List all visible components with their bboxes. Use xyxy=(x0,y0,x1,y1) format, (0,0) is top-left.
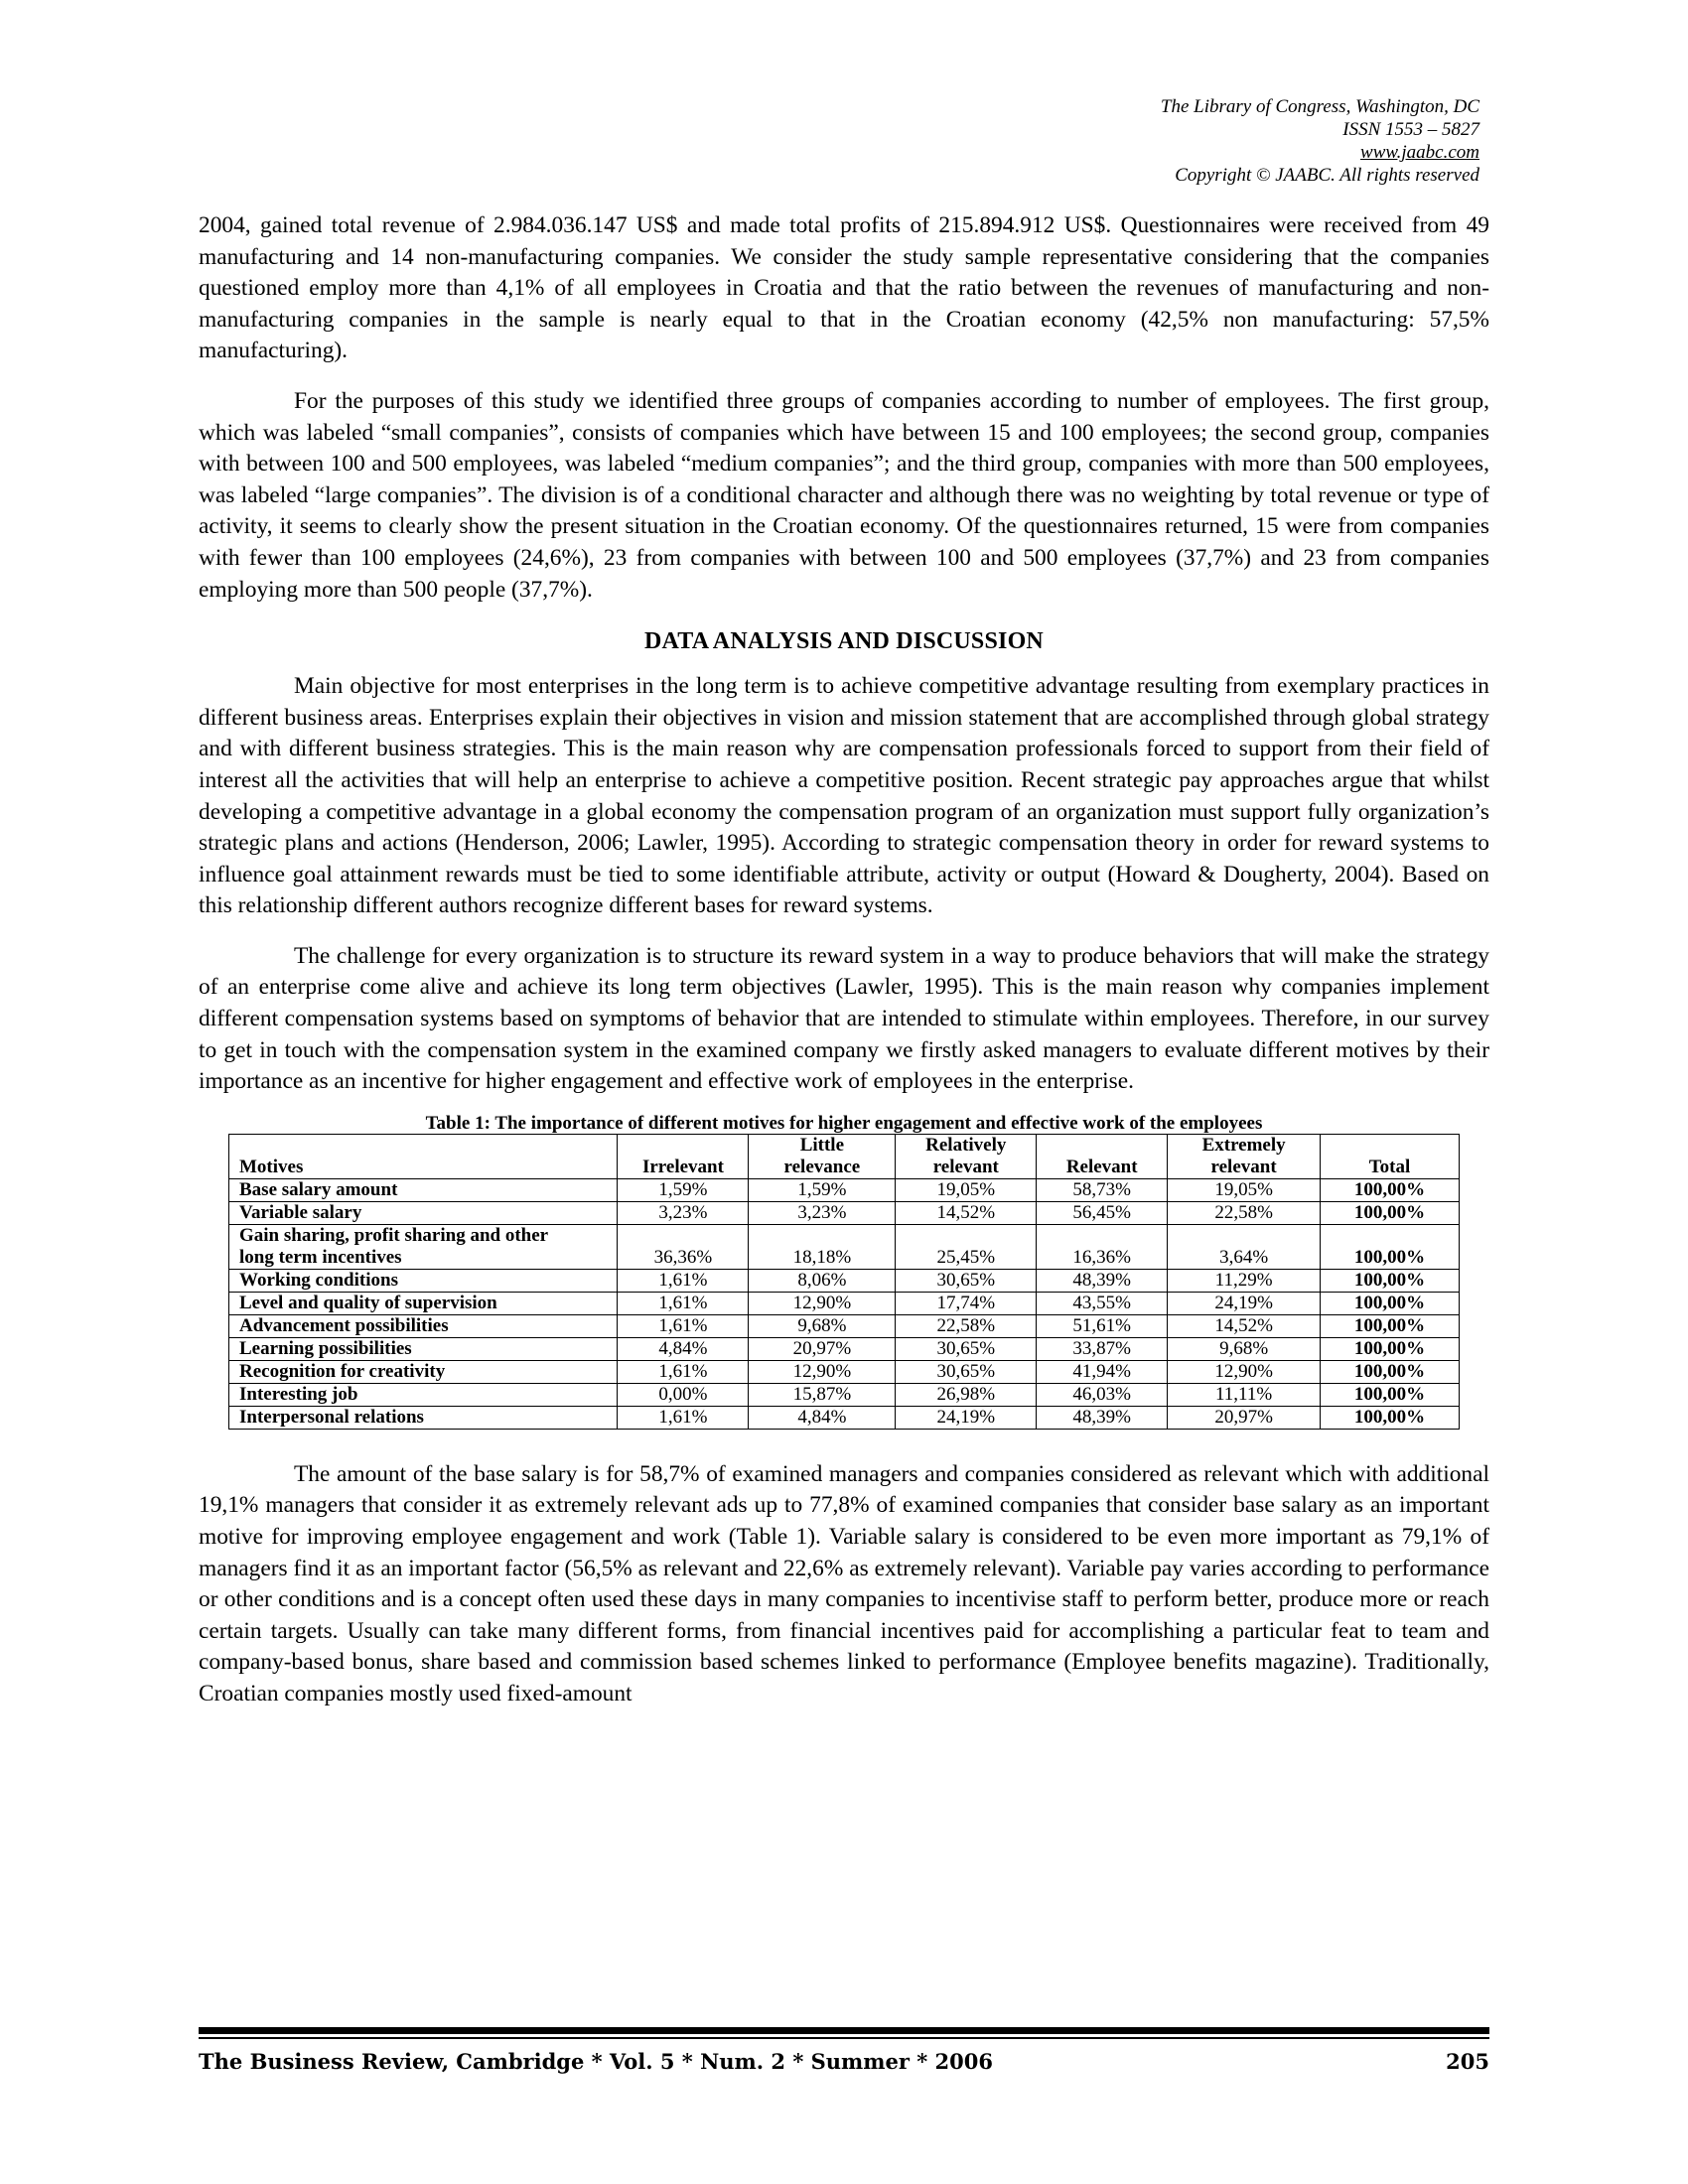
table-caption: Table 1: The importance of different motives for higher engagement and effective work of the employees xyxy=(425,1112,1263,1134)
extremely-relevant-cell: 14,52% xyxy=(1168,1314,1321,1337)
little-relevance-cell: 12,90% xyxy=(749,1292,896,1314)
motive-cell: Recognition for creativity xyxy=(229,1360,618,1383)
header-website-link[interactable]: www.jaabc.com xyxy=(1360,142,1479,163)
little-relevance-cell: 18,18% xyxy=(749,1224,896,1269)
motive-cell: Learning possibilities xyxy=(229,1337,618,1360)
little-relevance-cell: 8,06% xyxy=(749,1269,896,1292)
extremely-relevant-cell: 24,19% xyxy=(1168,1292,1321,1314)
header-library: The Library of Congress, Washington, DC xyxy=(1160,96,1479,117)
page-body xyxy=(199,210,1489,1710)
relevant-cell: 46,03% xyxy=(1037,1383,1168,1406)
table-row xyxy=(229,1201,1460,1224)
relatively-relevant-cell: 25,45% xyxy=(896,1224,1037,1269)
irrelevant-cell: 1,61% xyxy=(618,1406,749,1429)
table-row xyxy=(229,1360,1460,1383)
paragraph-company-groups: For the purposes of this study we identified three groups of companies according to number of employees. The first group, which was labeled “small companies”, consists of companies which have between 15 and 100 employees; the second group, companies with between 100 and 500 employees, was labeled “medium companies”; and the third group, companies with more than 500 employees, was labeled “large companies”. The division is of a conditional character and although there was no weighting by total revenue or type of activity, it seems to clearly show the present situation in the Croatian economy. Of the questionnaires returned, 15 were from companies with fewer than 100 employees (24,6%), 23 from companies with between 100 and 500 employees (37,7%) and 23 from companies employing more than 500 people (37,7%). xyxy=(199,387,1489,603)
little-relevance-cell: 4,84% xyxy=(749,1406,896,1429)
relevant-cell: 51,61% xyxy=(1037,1314,1168,1337)
little-relevance-cell: 20,97% xyxy=(749,1337,896,1360)
section-heading: DATA ANALYSIS AND DISCUSSION xyxy=(644,628,1044,655)
motive-cell: Interesting job xyxy=(229,1383,618,1406)
relatively-relevant-cell: 24,19% xyxy=(896,1406,1037,1429)
extremely-relevant-cell: 11,11% xyxy=(1168,1383,1321,1406)
little-relevance-cell: 3,23% xyxy=(749,1201,896,1224)
relatively-relevant-cell: 30,65% xyxy=(896,1360,1037,1383)
relevant-cell: 48,39% xyxy=(1037,1269,1168,1292)
table-row xyxy=(229,1224,1460,1269)
relatively-relevant-cell: 30,65% xyxy=(896,1269,1037,1292)
relatively-relevant-cell: 14,52% xyxy=(896,1201,1037,1224)
relatively-relevant-cell: 17,74% xyxy=(896,1292,1037,1314)
paragraph-base-salary-analysis: The amount of the base salary is for 58,7% of examined managers and companies considered as relevant which with additional 19,1% managers that consider it as extremely relevant ads up to 77,8% of examined companies that consider base salary as an important motive for improving employee engagement and work (Table 1). Variable salary is considered to be even more important as 79,1% of managers find it as an important factor (56,5% as relevant and 22,6% as extremely relevant). Variable pay varies according to performance or other conditions and is a concept often used these days in many companies to incentivise staff to perform better, produce more or reach certain targets. Usually can take many different forms, from financial incentives paid for accomplishing a particular feat to team and company-based bonus, share based and commission based schemes linked to performance (Employee benefits magazine). Traditionally, Croatian companies mostly used fixed-amount xyxy=(199,1460,1489,1706)
header-extremely-relevant: Extremely relevant xyxy=(1168,1134,1321,1178)
relevant-cell: 16,36% xyxy=(1037,1224,1168,1269)
table-row xyxy=(229,1337,1460,1360)
header-relatively-relevant: Relatively relevant xyxy=(896,1134,1037,1178)
motive-cell: Interpersonal relations xyxy=(229,1406,618,1429)
table-row xyxy=(229,1314,1460,1337)
motive-cell: Working conditions xyxy=(229,1269,618,1292)
header-relevant: Relevant xyxy=(1037,1134,1168,1178)
irrelevant-cell: 4,84% xyxy=(618,1337,749,1360)
relevant-cell: 56,45% xyxy=(1037,1201,1168,1224)
irrelevant-cell: 1,61% xyxy=(618,1314,749,1337)
table-row xyxy=(229,1292,1460,1314)
paragraph-sample-description: 2004, gained total revenue of 2.984.036.147 US$ and made total profits of 215.894.912 US$. Questionnaires were received from 49 manufacturing and 14 non-manufacturing companies. We consider the study sample representative considering that the companies questioned employ more than 4,1% of all employees in Croatia and that the ratio between the revenues of manufacturing and non-manufacturing companies in the sample is nearly equal to that in the Croatian economy (42,5% non manufacturing: 57,5% manufacturing). xyxy=(199,212,1489,364)
total-cell: 100,00% xyxy=(1321,1314,1460,1337)
motive-cell: Advancement possibilities xyxy=(229,1314,618,1337)
little-relevance-cell: 9,68% xyxy=(749,1314,896,1337)
motive-cell: Gain sharing, profit sharing and other long term incentives xyxy=(229,1224,618,1269)
page-number: 205 xyxy=(1446,2049,1489,2074)
motive-cell: Variable salary xyxy=(229,1201,618,1224)
extremely-relevant-cell: 22,58% xyxy=(1168,1201,1321,1224)
extremely-relevant-cell: 19,05% xyxy=(1168,1178,1321,1201)
little-relevance-cell: 12,90% xyxy=(749,1360,896,1383)
irrelevant-cell: 1,59% xyxy=(618,1178,749,1201)
relatively-relevant-cell: 30,65% xyxy=(896,1337,1037,1360)
motives-table xyxy=(228,1134,1460,1430)
relatively-relevant-cell: 26,98% xyxy=(896,1383,1037,1406)
total-cell: 100,00% xyxy=(1321,1269,1460,1292)
little-relevance-cell: 1,59% xyxy=(749,1178,896,1201)
relevant-cell: 58,73% xyxy=(1037,1178,1168,1201)
total-cell: 100,00% xyxy=(1321,1292,1460,1314)
header-issn: ISSN 1553 – 5827 xyxy=(1342,119,1479,140)
motive-cell: Base salary amount xyxy=(229,1178,618,1201)
footer-divider-thick xyxy=(199,2027,1489,2034)
table-row xyxy=(229,1269,1460,1292)
irrelevant-cell: 1,61% xyxy=(618,1269,749,1292)
total-cell: 100,00% xyxy=(1321,1383,1460,1406)
header-total: Total xyxy=(1321,1134,1460,1178)
irrelevant-cell: 1,61% xyxy=(618,1292,749,1314)
total-cell: 100,00% xyxy=(1321,1360,1460,1383)
total-cell: 100,00% xyxy=(1321,1224,1460,1269)
total-cell: 100,00% xyxy=(1321,1178,1460,1201)
little-relevance-cell: 15,87% xyxy=(749,1383,896,1406)
table-row xyxy=(229,1383,1460,1406)
table-row xyxy=(229,1178,1460,1201)
paragraph-main-objective: Main objective for most enterprises in the long term is to achieve competitive advantage resulting from exemplary practices in different business areas. Enterprises explain their objectives in vision and mission statement that are accomplished through global strategy and with different business strategies. This is the main reason why are compensation professionals forced to support from their field of interest all the activities that will help an enterprise to achieve a competitive position. Recent strategic pay approaches argue that whilst developing a competitive advantage in a global economy the compensation program of an organization must support fully organization’s strategic plans and actions (Henderson, 2006; Lawler, 1995). According to strategic compensation theory in order for reward systems to influence goal attainment rewards must be tied to some identifiable attribute, activity or output (Howard & Dougherty, 2004). Based on this relationship different authors recognize different bases for reward systems. xyxy=(199,673,1489,919)
footer-divider-thin xyxy=(199,2037,1489,2039)
relevant-cell: 33,87% xyxy=(1037,1337,1168,1360)
header-little-relevance: Little relevance xyxy=(749,1134,896,1178)
extremely-relevant-cell: 20,97% xyxy=(1168,1406,1321,1429)
relevant-cell: 41,94% xyxy=(1037,1360,1168,1383)
header-motives: Motives xyxy=(229,1134,618,1178)
extremely-relevant-cell: 9,68% xyxy=(1168,1337,1321,1360)
extremely-relevant-cell: 11,29% xyxy=(1168,1269,1321,1292)
table-header-row xyxy=(229,1134,1460,1178)
journal-header xyxy=(963,95,1479,187)
paragraph-reward-challenge: The challenge for every organization is to structure its reward system in a way to produce behaviors that will make the strategy of an enterprise come alive and achieve its long term objectives (Lawler, 1995). This is the main reason why companies implement different compensation systems based on symptoms of behavior that are intended to stimulate within employees. Therefore, in our survey to get in touch with the compensation system in the examined company we firstly asked managers to evaluate different motives by their importance as an incentive for higher engagement and effective work of employees in the enterprise. xyxy=(199,942,1489,1095)
irrelevant-cell: 3,23% xyxy=(618,1201,749,1224)
irrelevant-cell: 1,61% xyxy=(618,1360,749,1383)
relatively-relevant-cell: 22,58% xyxy=(896,1314,1037,1337)
irrelevant-cell: 36,36% xyxy=(618,1224,749,1269)
motive-cell: Level and quality of supervision xyxy=(229,1292,618,1314)
footer-journal-citation: The Business Review, Cambridge * Vol. 5 * Num. 2 * Summer * 2006 xyxy=(199,2049,993,2074)
table-row xyxy=(229,1406,1460,1429)
relevant-cell: 48,39% xyxy=(1037,1406,1168,1429)
irrelevant-cell: 0,00% xyxy=(618,1383,749,1406)
header-copyright: Copyright © JAABC. All rights reserved xyxy=(1175,165,1479,186)
header-irrelevant: Irrelevant xyxy=(618,1134,749,1178)
extremely-relevant-cell: 12,90% xyxy=(1168,1360,1321,1383)
relatively-relevant-cell: 19,05% xyxy=(896,1178,1037,1201)
page-footer xyxy=(199,2049,1489,2074)
total-cell: 100,00% xyxy=(1321,1201,1460,1224)
total-cell: 100,00% xyxy=(1321,1406,1460,1429)
relevant-cell: 43,55% xyxy=(1037,1292,1168,1314)
extremely-relevant-cell: 3,64% xyxy=(1168,1224,1321,1269)
total-cell: 100,00% xyxy=(1321,1337,1460,1360)
